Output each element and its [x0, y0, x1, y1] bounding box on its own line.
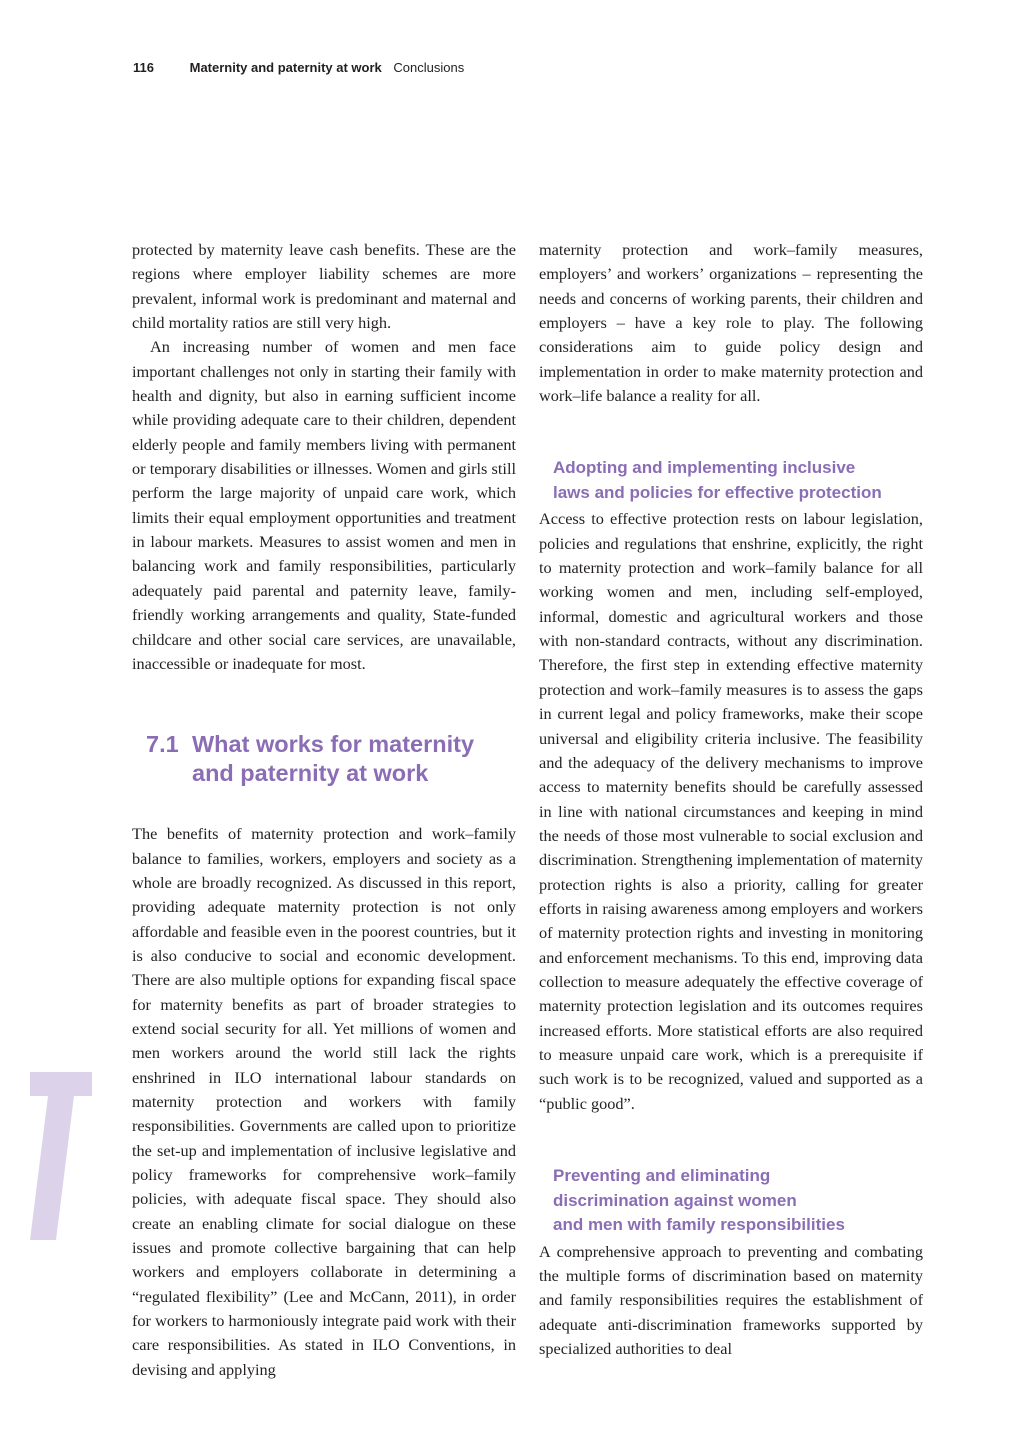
section-title	[192, 730, 474, 788]
body-paragraph: The benefits of maternity protection and work–family balance to families, workers, employers and society as a whole are broadly recognized. As discussed in this report, providing adequate maternity protection is not only affordable and feasible even in the poorest countries, but it is also conducive to social and economic development. There are also multiple options for expanding fiscal space for maternity benefits as part of broader strategies to extend social security for all. Yet millions of women and men workers around the world still lack the rights enshrined in ILO international labour standards on maternity protection and workers with family responsibilities. Governments are called upon to prioritize the set-up and implementation of inclusive legislative and policy frameworks for comprehensive work–family policies, with adequate fiscal space. They should also create an enabling climate for social dialogue on these issues and promote collective bargaining that can help workers and employers collaborate in determining a “regulated flexibility” (Lee and McCann, 2011), in order for workers to harmoniously integrate paid work with their care responsibilities. As stated in ILO Conventions, in devising and applying	[132, 824, 516, 1379]
section-number: 7.1	[146, 731, 179, 758]
subheading-line: laws and policies for effective protection	[553, 482, 882, 502]
chapter-seven-mark-icon	[30, 1072, 92, 1240]
section-heading	[146, 730, 516, 788]
body-paragraph: An increasing number of women and men face important challenges not only in starting their family with health and dignity, but also in earning sufficient income while providing adequate care to their children, dependent elderly people and family members living with permanent or temporary disabilities or illnesses. Women and girls still perform the large majority of unpaid care work, which limits their equal employment opportunities and treatment in labour markets. Measures to assist women and men in balancing work and family responsibilities, particularly adequately paid parental and paternity leave, family-friendly working arrangements and quality, State-funded childcare and other social care services, are unavailable, inaccessible or inadequate for most.	[132, 337, 516, 673]
section-name: Conclusions	[393, 60, 465, 75]
right-column	[539, 238, 923, 1361]
body-paragraph: A comprehensive approach to preventing and combating the multiple forms of discrimination based on maternity and family responsibilities requires the establishment of adequate anti-discrimination frameworks supported by specialized authorities to deal	[539, 1241, 923, 1358]
subheading	[553, 456, 923, 505]
subheading	[553, 1164, 923, 1238]
section-title-line: and paternity at work	[192, 760, 429, 787]
subheading-line: Preventing and eliminating	[553, 1166, 771, 1185]
book-title: Maternity and paternity at work	[189, 60, 382, 75]
body-paragraph: Access to effective protection rests on labour legislation, policies and regulations that enshrine, explicitly, the right to maternity protection and work–family balance for all working women and men, including self-employed, informal, domestic and agricultural workers and those with non-standard contracts, without any discrimination. Therefore, the first step in extending effective maternity protection and work–family measures is to assess the gaps in current legal and policy frameworks, make their scope universal and eligibility criteria inclusive. The feasibility and the adequacy of the delivery mechanisms to improve access to maternity benefits should be carefully assessed in line with national circumstances and keeping in mind the needs of those most vulnerable to social exclusion and discrimination. Strengthening implementation of maternity protection rights is also a priority, calling for greater efforts in raising awareness among employers and workers of maternity protection rights and investing in monitoring and enforcement mechanisms. To this end, improving data collection to measure adequately the effective coverage of maternity protection legislation and its outcomes requires increased efforts. More statistical efforts are also required to measure unpaid care work, which is a prerequisite if such work is to be recognized, valued and supported as a “public good”.	[539, 509, 923, 1113]
left-column	[132, 238, 516, 1382]
subheading-line: Adopting and implementing inclusive	[553, 458, 856, 478]
running-header	[133, 60, 464, 75]
subheading-line: discrimination against women	[553, 1190, 797, 1210]
subheading-line: and men with family responsibilities	[553, 1215, 845, 1234]
body-paragraph: maternity protection and work–family measures, employers’ and workers’ organizations – representing the needs and concerns of working parents, their children and employers – have a key role to play. The following considerations aim to guide policy design and implementation in order to make maternity protection and work–life balance a reality for all.	[539, 240, 923, 406]
page-number: 116	[133, 60, 154, 75]
section-title-line: What works for maternity	[192, 731, 475, 758]
body-paragraph: protected by maternity leave cash benefits. These are the regions where employer liability schemes are more prevalent, informal work is predominant and maternal and child mortality ratios are still very high.	[132, 240, 516, 333]
